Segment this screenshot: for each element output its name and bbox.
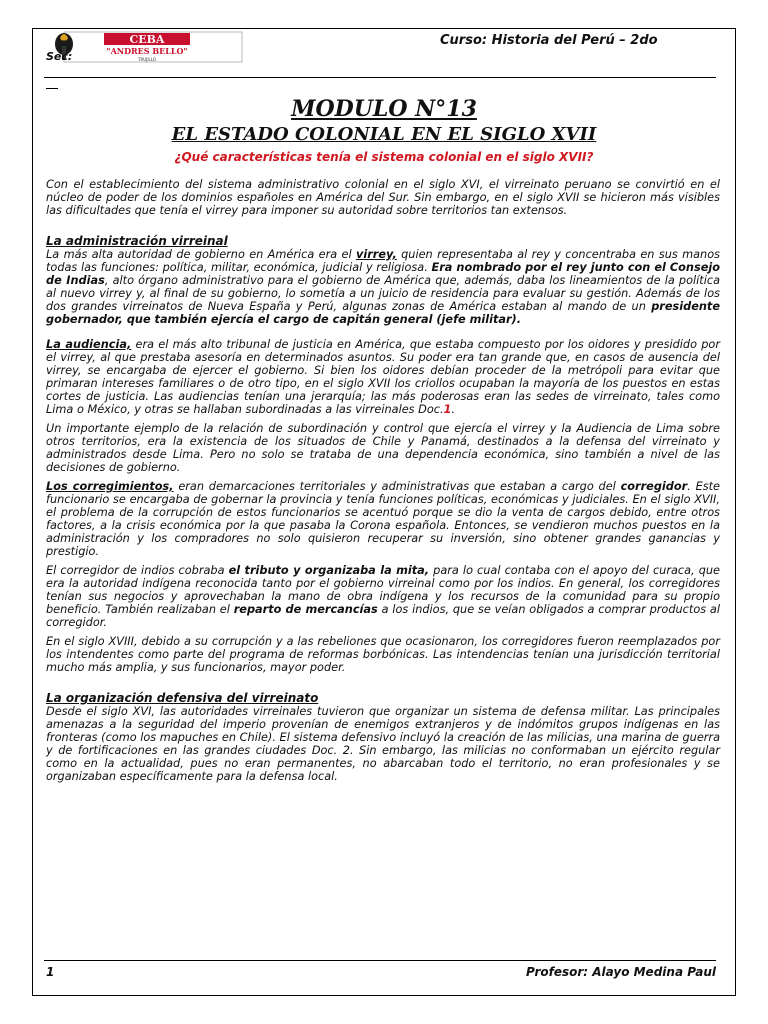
section-heading-defensiva: La organización defensiva del virreinato	[46, 691, 319, 705]
header-divider	[44, 77, 716, 78]
paragraph-corregimientos: Los corregimientos, eran demarcaciones territoriales y administrativas que estaban a cargo del corregidor. Este funcionario se encargaba de gobernar la provincia y tenía funciones políticas, económicas y judiciales. En el siglo XVII, el problema de la corrupción de estos funcionarios se acentuó porque se dio la venta de cargos debido, entre otros factores, a la crisis económica por la que pasaba la Corona española. Entonces, se vendieron muchos puestos en la administración y los compradores no solo quisieron recuperar su inversión, sino obtener grandes ganancias y prestigio.	[46, 480, 720, 558]
footer-divider	[44, 960, 716, 961]
section-heading-administracion: La administración virreinal	[46, 234, 228, 248]
course-title: Curso: Historia del Perú – 2do	[440, 33, 658, 48]
page-number: 1	[46, 965, 55, 979]
paragraph-intendentes: En el siglo XVIII, debido a su corrupción y a las rebeliones que ocasionaron, los corregidores fueron reemplazados por los intendentes como parte del programa de reformas borbónicas. Las intendencias tenían una jurisdicción territorial mucho más amplia, y sus funcionarios, mayor poder.	[46, 635, 720, 674]
module-title: MODULO N°13	[291, 96, 477, 122]
guiding-question: ¿Qué características tenía el sistema colonial en el siglo XVII?	[174, 150, 594, 164]
logo-subtitle: "ANDRES BELLO"	[106, 46, 188, 56]
ceba-logo	[44, 30, 244, 64]
paragraph-situados: Un importante ejemplo de la relación de subordinación y control que ejercía el virrey y la Audiencia de Lima sobre otros territorios, era la existencia de los situados de Chile y Panamá, destinados a la defensa del virreinato y administrados desde Lima. Pero no solo se trataba de una dependencia económica, sino también a nivel de las decisiones de gobierno.	[46, 422, 720, 474]
header-dash	[46, 88, 58, 89]
page-subtitle: EL ESTADO COLONIAL EN EL SIGLO XVII	[171, 124, 597, 145]
section-label: Sec:	[46, 50, 73, 63]
logo-title: CEBA	[129, 33, 165, 46]
logo-city: TRUJILLO	[138, 57, 156, 62]
paragraph-virrey: La más alta autoridad de gobierno en América era el virrey, quien representaba al rey y concentraba en sus manos todas las funciones: política, militar, económica, judicial y religiosa. Era nombrado por el rey junto con el Consejo de Indias, alto órgano administrativo para el gobierno de América que, además, daba los lineamientos de la política al nuevo virrey y, al final de su gobierno, lo sometía a un juicio de residencia para evaluar su gestión. Además de los dos grandes virreinatos de Nueva España y Perú, algunas zonas de América estaban al mando de un presidente gobernador, que también ejercía el cargo de capitán general (jefe militar).	[46, 248, 720, 326]
intro-paragraph: Con el establecimiento del sistema administrativo colonial en el siglo XVI, el virreinato peruano se convirtió en el núcleo de poder de los dominios españoles en América del Sur. Sin embargo, en el siglo XVII se hicieron más visibles las dificultades que tenía el virrey para imponer su autoridad sobre territorios tan extensos.	[46, 178, 720, 217]
document-body	[46, 178, 720, 789]
paragraph-corregidor-indios: El corregidor de indios cobraba el tributo y organizaba la mita, para lo cual contaba con el apoyo del curaca, que era la autoridad indígena reconocida tanto por el gobierno virreinal como por los indios. En general, los corregidores tenían sus negocios y aprovechaban la mano de obra indígena y los recursos de la comunidad para su propio beneficio. También realizaban el reparto de mercancías a los indios, que se veían obligados a comprar productos al corregidor.	[46, 564, 720, 629]
paragraph-defensa: Desde el siglo XVI, las autoridades virreinales tuvieron que organizar un sistema de defensa militar. Las principales amenazas a la seguridad del imperio provenían de enemigos extranjeros y de indómitos grupos indígenas en las fronteras (como los mapuches en Chile). El sistema defensivo incluyó la creación de las milicias, una marina de guerra y de fortificaciones en las grandes ciudades Doc. 2. Sin embargo, las milicias no conformaban un ejército regular como en la actualidad, pues no eran permanentes, no abarcaban todo el territorio, no eran profesionales y se organizaban específicamente para la defensa local.	[46, 705, 720, 783]
paragraph-audiencia: La audiencia, era el más alto tribunal de justicia en América, que estaba compuesto por los oidores y presidido por el virrey, al que prestaba asesoría en determinados asuntos. Su poder era tan grande que, en casos de ausencia del virrey, se encargaba de ejercer el gobierno. Si bien los oidores debían proceder de la metrópoli para evitar que primaran intereses familiares o de otro tipo, en el siglo XVII los criollos ocupaban la mayoría de los puestos en estas cortes de justicia. Las audiencias tenían una jerarquía; las más poderosas eran las sedes de virreinato, tales como Lima o México, y otras se hallaban subordinadas a las virreinales Doc.1.	[46, 338, 720, 416]
teacher-name: Profesor: Alayo Medina Paul	[526, 965, 716, 979]
